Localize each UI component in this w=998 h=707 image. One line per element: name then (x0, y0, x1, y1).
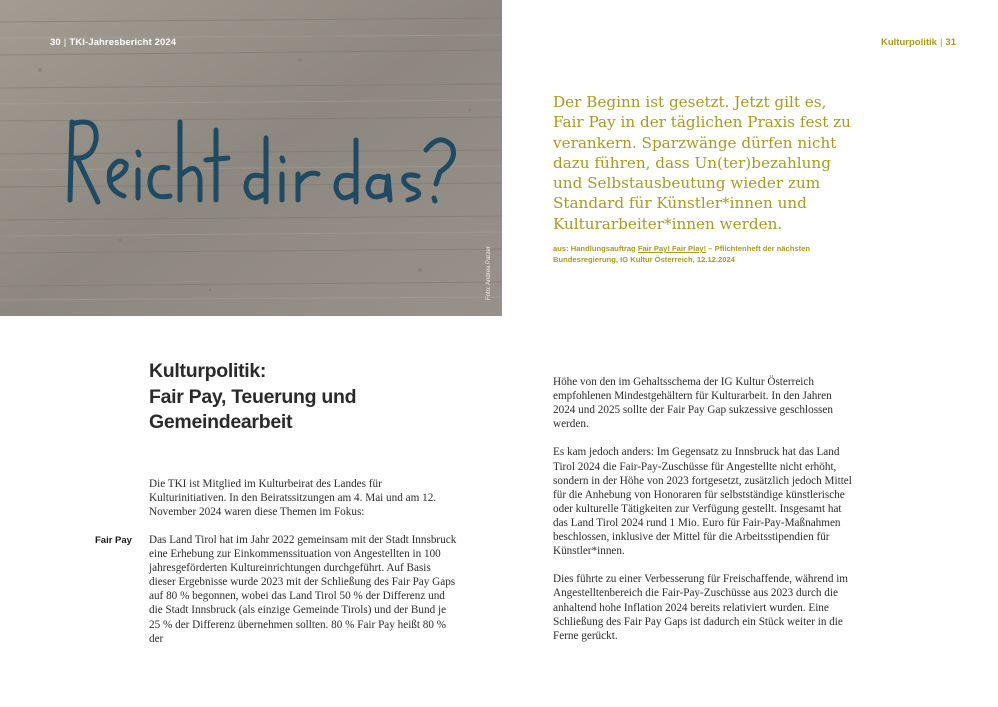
body-paragraph: Dies führte zu einer Verbesserung für Freischaffende, während im Angestelltenbereich die Fair-Pay-Zuschüsse aus 2023 durch die anhaltend hohe Inflation 2024 bereits relativiert wurden. Eine Schließung des Fair Pay Gaps ist dadurch ein Stück weiter in die Ferne gerückt. (553, 573, 849, 642)
quote-source-prefix: aus: Handlungsauftrag (553, 244, 638, 253)
right-page-number: 31 (945, 37, 956, 48)
left-page-folio: 30 | TKI-Jahresbericht 2024 (50, 37, 177, 48)
article-intro (149, 477, 457, 519)
article-title-line: Fair Pay, Teuerung und (149, 385, 357, 408)
side-label-fair-pay: Fair Pay (95, 535, 132, 546)
body-paragraph: Das Land Tirol hat im Jahr 2022 gemeinsam mit der Stadt Innsbruck eine Erhebung zur Einkommenssituation von Angestellten in 100 jahresgeförderten Kultureinrichtungen durchgeführt. Auf Basis dieser Ergebnisse wurde 2023 mit der Schließung des Fair Pay Gaps auf 80 % begonnen, wobei das Land Tirol 50 % der Differenz und die Stadt Innsbruck (als einzige Gemeinde Tirols) und der Bund je 25 % der Differenz übernehmen sollten. 80 % Fair Pay heißt 80 % der (149, 534, 457, 645)
left-page-number: 30 (50, 37, 61, 48)
right-page-folio: Kulturpolitik | 31 (881, 37, 956, 48)
quote-source-suffix: – Pflichtenheft der nächsten Bundesregierung, IG Kultur Österreich, 12.12.2024 (553, 244, 810, 264)
pull-quote: Der Beginn ist gesetzt. Jetzt gilt es, Fair Pay in der täglichen Praxis fest zu verankern. Sparzwänge dürfen nicht dazu führen, dass Un(ter)bezahlung und Selbstausbeutung wieder zum Standard für Künstler*innen und Kulturarbeiter*innen werden. (553, 93, 851, 233)
article-title-line: Gemeindearbeit (149, 411, 293, 433)
body-paragraph: Es kam jedoch anders: Im Gegensatz zu Innsbruck hat das Land Tirol 2024 die Fair-Pay-Zuschüsse für Angestellte nicht erhöht, sondern in der Höhe von 2023 fortgesetzt, zusätzlich jedoch Mittel für die Anhebung von Honoraren für selbstständige künstlerische oder kulturelle Tätigkeiten zur Verfügung gestellt. Insgesamt hat das Land Tirol 2024 rund 1 Mio. Euro für Fair-Pay-Maßnahmen beschlossen, inklusive der Mittel für die Arbeitsstipendien für Künstler*innen. (553, 446, 852, 558)
right-running-title: Kulturpolitik (881, 37, 937, 48)
right-column (553, 375, 853, 643)
article-title-line: Kulturpolitik: (149, 360, 267, 382)
photo-credit: Foto: Andrea Parzer (486, 246, 492, 300)
body-paragraph: Höhe von den im Gehaltsschema der IG Kultur Österreich empfohlenen Mindestgehältern für Kulturarbeit. In den Jahren 2024 und 2025 sollte der Fair Pay Gap sukzessive geschlossen werden. (553, 376, 833, 431)
left-column (149, 533, 457, 646)
graffiti-photo (0, 0, 502, 316)
left-running-title: TKI-Jahresbericht 2024 (69, 37, 177, 48)
quote-source (553, 243, 853, 265)
quote-source-link[interactable]: Fair Pay! Fair Play! (637, 244, 707, 253)
article-title (149, 359, 469, 436)
intro-paragraph: Die TKI ist Mitglied im Kulturbeirat des Landes für Kulturinitiativen. In den Beiratssitzungen am 4. Mai und am 12. November 2024 waren diese Themen im Fokus: (149, 478, 437, 519)
